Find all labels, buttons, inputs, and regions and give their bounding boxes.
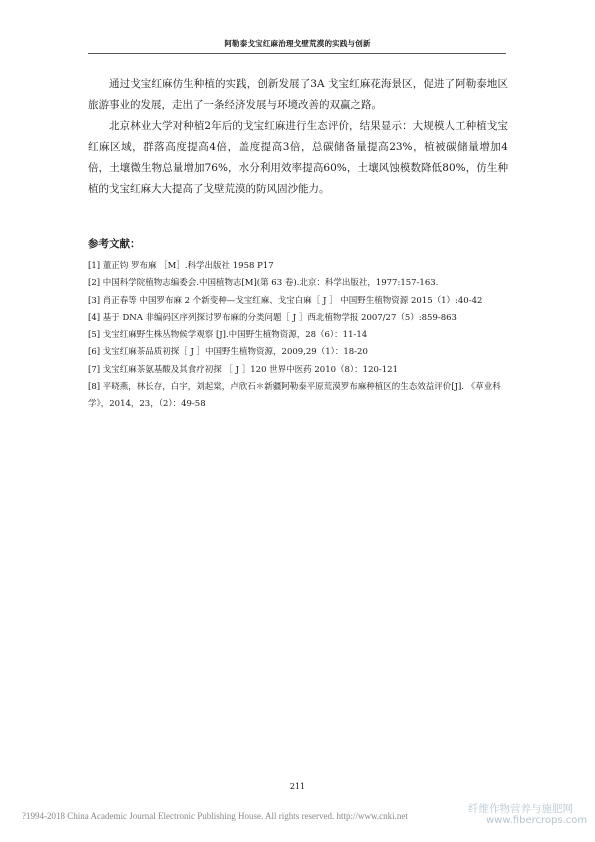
- reference-item: [5] 戈宝红麻野生株丛物候学观察 [J].中国野生植物资源，28（6）：11-14: [88, 330, 368, 341]
- reference-item: [7] 戈宝红麻茶氨基酸及其食疗初探 ［ J ］120 世界中医药 2010（8）：120-121: [88, 364, 398, 375]
- reference-item: [6] 戈宝红麻茶品质初探［ J ］中国野生植物资源，2009,29（1）：18-20: [88, 347, 368, 358]
- page-number: 211: [289, 782, 306, 791]
- copyright-notice: ?1994-2018 China Academic Journal Electronic Publishing House. All rights reserved. http://www.cnki.net: [22, 811, 408, 821]
- body-paragraph: 北京林业大学对种植2年后的戈宝红麻进行生态评价，结果显示：大规模人工种植戈宝红麻区域，群落高度提高4倍，盖度提高3倍，总碳储备量提高23%，植被碳储量增加4倍，土壤微生物总量增加76%，水分利用效率提高60%，土壤风蚀模数降低80%，仿生种植的戈宝红麻大大提高了戈壁荒漠的防风固沙能力。: [88, 120, 508, 195]
- references-title: 参考文献：: [88, 238, 141, 250]
- running-header: 阿勒泰戈宝红麻治理戈壁荒漠的实践与创新: [224, 39, 371, 48]
- watermark-text: 纤维作物营养与施肥网: [468, 803, 573, 815]
- body-text: [88, 74, 508, 200]
- reference-item: [4] 基于 DNA 非编码区序列探讨罗布麻的分类问题［ J ］西北植物学报 2007/27（5）:859-863: [88, 312, 457, 323]
- reference-item: [1] 董正钧 罗布麻 ［M］.科学出版社 1958 P17: [88, 261, 274, 271]
- watermark-url: www.fibercrops.com: [486, 815, 588, 826]
- references-list: [88, 258, 510, 414]
- body-paragraph: 通过戈宝红麻仿生种植的实践，创新发展了3A 戈宝红麻花海景区，促进了阿勒泰地区旅游事业的发展，走出了一条经济发展与环境改善的双赢之路。: [88, 78, 508, 111]
- reference-item: [2] 中国科学院植物志编委会.中国植物志[M](第 63 卷).北京：科学出版社，1977:157-163.: [88, 278, 439, 289]
- reference-item: [3] 肖正春等 中国罗布麻 2 个新变种—戈宝红麻、戈宝白麻［ J ］ 中国野生植物资源 2015（1）:40-42: [88, 295, 483, 306]
- header-divider: [88, 53, 506, 54]
- watermark: [468, 803, 587, 827]
- reference-item: [8] 平晓燕，林长存，白宇，刘起棠，卢欣石＊新疆阿勒泰平原荒漠罗布麻种植区的生态效益评价[J]. 《草业科学》，2014，23，（2）：49-58: [88, 382, 501, 410]
